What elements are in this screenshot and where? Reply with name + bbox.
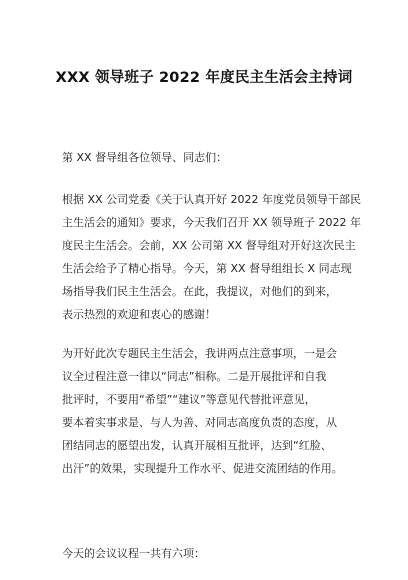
- paragraph-1: [62, 188, 362, 326]
- paragraph-2-line: 议全过程注意一律以“同志”相称。二是开展批评和自我: [62, 370, 327, 383]
- paragraph-1-line: 度民主生活会。会前，XX 公司第 XX 督导组对开好这次民主: [62, 239, 356, 252]
- paragraph-1-line: 场指导我们民主生活会。在此，我提议，对他们的到来，: [62, 285, 337, 298]
- paragraph-1-line: 根据 XX 公司党委《关于认真开好 2022 年度党员领导干部民: [62, 193, 362, 206]
- paragraph-2-line: 要本着实事求是、与人为善、对同志高度负责的态度，从: [62, 416, 337, 429]
- paragraph-3: 今天的会议议程一共有六项：: [62, 547, 205, 560]
- paragraph-2-line: 出汗”的效果，实现提升工作水平、促进交流团结的作用。: [62, 462, 343, 475]
- paragraph-2-line: 为开好此次专题民主生活会，我讲两点注意事项，一是会: [62, 347, 337, 360]
- paragraph-1-line: 生活会给予了精心指导。今天，第 XX 督导组组长 X 同志现: [62, 262, 352, 275]
- paragraph-2: [62, 342, 352, 480]
- paragraph-2-line: 批评时，不要用“希望”“建议”等意见代替批评意见，: [62, 393, 316, 406]
- paragraph-1-line: 主生活会的通知》要求，今天我们召开 XX 领导班子 2022 年: [62, 216, 362, 229]
- greeting: 第 XX 督导组各位领导、同志们：: [62, 151, 228, 164]
- paragraph-1-line: 表示热烈的欢迎和衷心的感谢！: [62, 308, 216, 321]
- document-title: XXX 领导班子 2022 年度民主生活会主持词: [55, 70, 353, 86]
- paragraph-2-line: 团结同志的愿望出发，认真开展相互批评，达到“红脸、: [62, 439, 332, 452]
